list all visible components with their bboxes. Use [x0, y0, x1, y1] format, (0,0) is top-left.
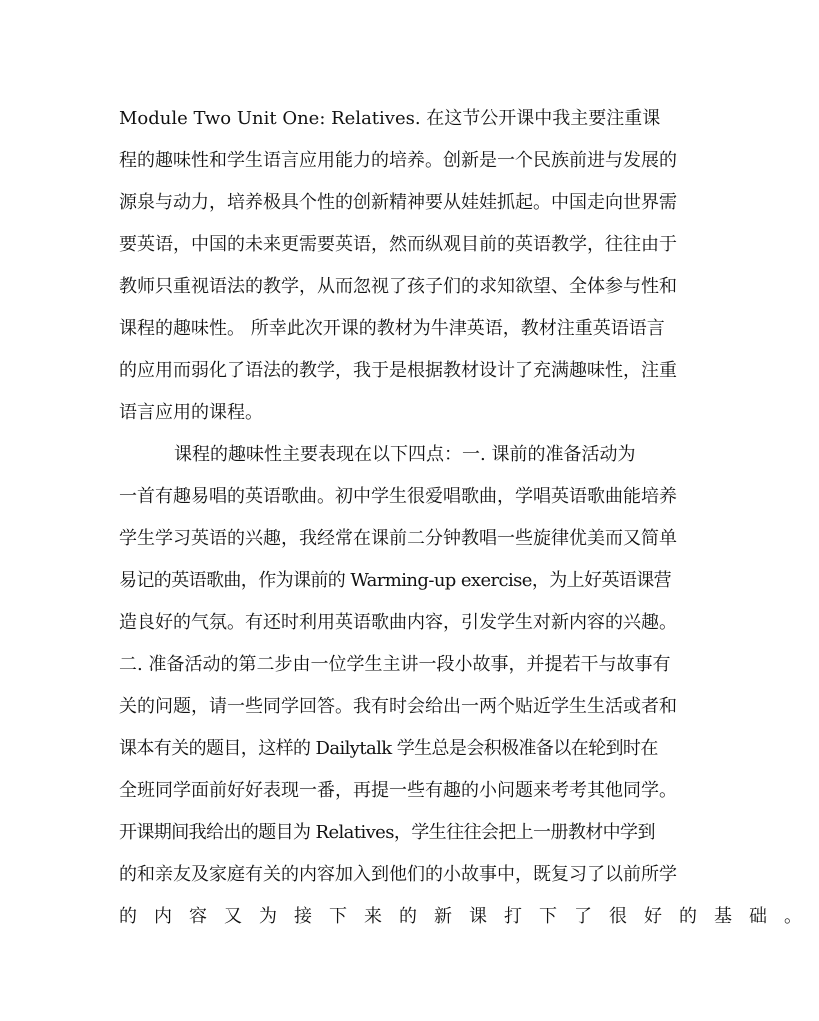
text-line-16: 课本有关的题目，这样的 Dailytalk 学生总是会积极准备以在轮到时在: [119, 738, 658, 759]
text-line-10: 一首有趣易唱的英语歌曲。初中学生很爱唱歌曲，学唱英语歌曲能培养: [119, 486, 677, 507]
text-line-15: 关的问题，请一些同学回答。我有时会给出一两个贴近学生生活或者和: [119, 696, 677, 717]
text-line-1: Module Two Unit One: Relatives. 在这节公开课中我主要注重课: [119, 108, 661, 129]
text-line-14: 二. 准备活动的第二步由一位学生主讲一段小故事，并提若干与故事有: [119, 654, 671, 675]
text-line-7: 的应用而弱化了语法的教学，我于是根据教材设计了充满趣味性，注重: [119, 360, 677, 381]
text-line-4: 要英语，中国的未来更需要英语，然而纵观目前的英语教学，往往由于: [119, 234, 677, 255]
text-line-12: 易记的英语歌曲，作为课前的 Warming-up exercise，为上好英语课营: [119, 570, 672, 591]
text-line-6: 课程的趣味性。 所幸此次开课的教材为牛津英语，教材注重英语语言: [119, 318, 665, 339]
text-line-9: 课程的趣味性主要表现在以下四点：一. 课前的准备活动为: [174, 444, 636, 465]
text-line-13: 造良好的气氛。有还时利用英语歌曲内容，引发学生对新内容的兴趣。: [119, 612, 677, 633]
text-line-8: 语言应用的课程。: [119, 402, 263, 423]
text-line-2: 程的趣味性和学生语言应用能力的培养。创新是一个民族前进与发展的: [119, 150, 677, 171]
text-line-11: 学生学习英语的兴趣，我经常在课前二分钟教唱一些旋律优美而又简单: [119, 528, 677, 549]
text-line-19: 的和亲友及家庭有关的内容加入到他们的小故事中，既复习了以前所学: [119, 864, 677, 885]
text-line-3: 源泉与动力，培养极具个性的创新精神要从娃娃抓起。中国走向世界需: [119, 192, 677, 213]
text-line-18: 开课期间我给出的题目为 Relatives，学生往往会把上一册教材中学到: [119, 822, 655, 843]
text-line-5: 教师只重视语法的教学，从而忽视了孩子们的求知欲望、全体参与性和: [119, 276, 677, 297]
text-line-20: 的内容又为接下来的新课打下了很好的基础。: [119, 906, 819, 927]
text-line-17: 全班同学面前好好表现一番，再提一些有趣的小问题来考考其他同学。: [119, 780, 677, 801]
